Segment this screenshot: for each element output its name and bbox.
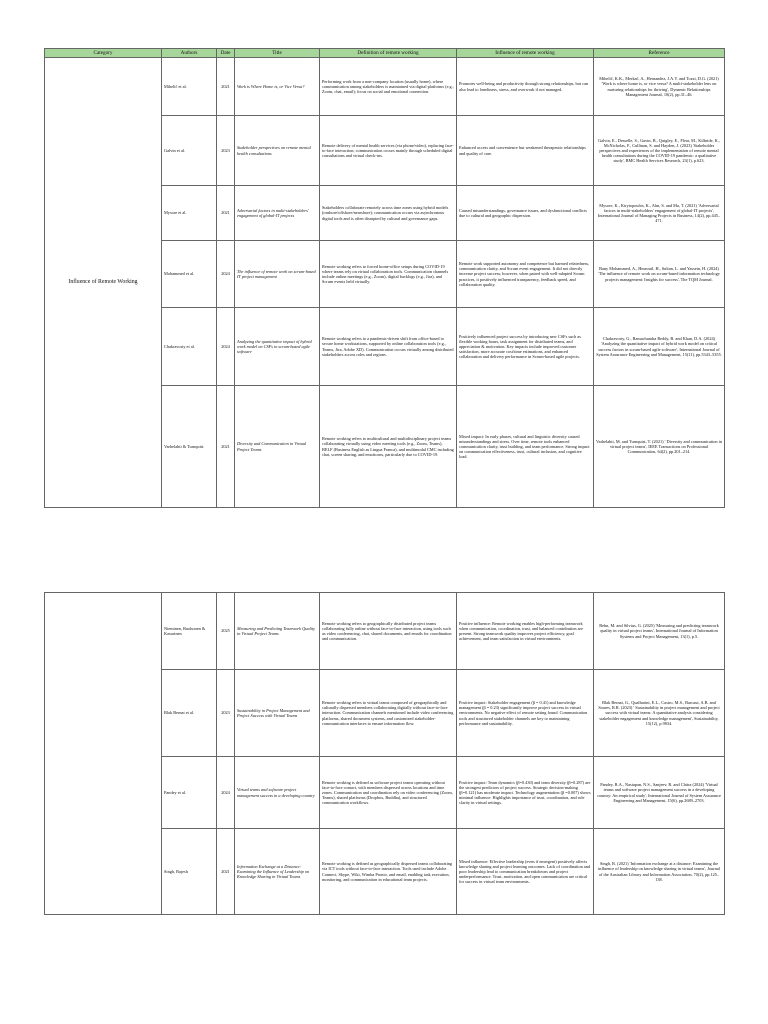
- reference-cell: Mihelič, K.K., Merkač, A., Hernandez, J.A.V. and Tozzi, D.G. (2021) 'Work is where home is, or vice versa? A multi-stakeholder lens on nurturing relationships for thriving', Dynamic Relationships Management Journal, 10(2), pp.31–46.: [594, 58, 725, 116]
- reference-cell: Varhelahti, M. and Turnquist, T. (2021) ' Diversity and communication in virtual project teams', IEEE Transactions on Professional Communication, 64(2), pp.201–214.: [594, 386, 725, 508]
- date-cell: 2024: [217, 241, 235, 308]
- influence-cell: Enhanced access and convenience but weakened therapeutic relationships and quality of care.: [457, 116, 594, 186]
- date-cell: 2025: [217, 593, 235, 670]
- category-cell: Influence of Remote Working: [45, 58, 162, 508]
- title-cell: Work is Where Home is, or Vice Versa?: [235, 58, 320, 116]
- date-cell: 2024: [217, 757, 235, 829]
- definition-cell: Remote working refers to multicultural and multidisciplinary project teams collaborating virtually using video meeting tools (e.g., Zoom, Teams), BELF (Business English as Lingua Franca), and multimodal CMC including chat, screen sharing, and emoticons, particularly due to COVID-19.: [320, 386, 457, 508]
- reference-cell: Blak Bernat, G., Qualharini, E.L., Castro, M.S., Barcaui, A.B. and Soares, R.R. (2023) ' Sustainability in project management and project success with virtual teams: A quantitative analysis considering stakeholder engagement and knowledge management', Sustainability, 15(12), p.9834.: [594, 670, 725, 757]
- table-row: [45, 58, 725, 116]
- title-cell: Measuring and Predicting Teamwork Quality in Virtual Project Teams: [235, 593, 320, 670]
- authors-cell: Mysore et al.: [162, 186, 217, 241]
- influence-cell: Caused misunderstandings, governance issues, and dysfunctional conflicts due to cultural and geographic dispersion.: [457, 186, 594, 241]
- reference-cell: Singh, R. (2021) 'Information exchange at a distance: Examining the influence of leadership on knowledge sharing in virtual teams', Journal of the Australian Library and Information Association, 70(2), pp.125–138.: [594, 829, 725, 915]
- definition-cell: Performing work from a non-company location (usually home), where communication among stakeholders is maintained via digital platforms (e.g., Zoom, chat, email); focus on social and emotional connection.: [320, 58, 457, 116]
- category-cell-continued: [45, 593, 162, 915]
- authors-cell: Mohammed et al.: [162, 241, 217, 308]
- authors-cell: Varhelahti & Turnquist: [162, 386, 217, 508]
- date-cell: 2021: [217, 186, 235, 241]
- date-cell: 2021: [217, 829, 235, 915]
- authors-cell: Mihelič et al.: [162, 58, 217, 116]
- date-cell: 2021: [217, 58, 235, 116]
- definition-cell: Remote working refers to a pandemic-driven shift from office-based to secure home workstations, supported by online collaboration tools (e.g., Teams, Jira, Adobe XD). Communication occurs virtually among distributed stakeholders across roles and regions.: [320, 308, 457, 386]
- authors-cell: Galvin et al.: [162, 116, 217, 186]
- influence-cell: Positively influenced project success by introducing new CSFs such as flexible working hours, task assignment for distributed teams, and appreciation & motivation. Key impacts include improved customer satisfaction, more accurate cost/time estimations, and enhanced collaboration and delivery performance in Scrum-based agile projects.: [457, 308, 594, 386]
- authors-cell: Chakravorty et al.: [162, 308, 217, 386]
- date-cell: 2023: [217, 116, 235, 186]
- influence-cell: Positive impact: Stakeholder engagement (β = 0.41) and knowledge management (β = 0.23) significantly improve project success in virtual environments. No negative effect of remote setting found. Communication tools and structured stakeholder channels are key to maintaining performance and sustainability.: [457, 670, 594, 757]
- authors-cell: Singh, Rajesh: [162, 829, 217, 915]
- header-category: Category: [45, 49, 162, 58]
- header-influence: Influence of remote working: [457, 49, 594, 58]
- title-cell: Sustainability in Project Management and Project Success with Virtual Teams: [235, 670, 320, 757]
- header-definition: Definition of remote working: [320, 49, 457, 58]
- definition-cell: Remote working refers to virtual teams composed of geographically and culturally dispersed members collaborating digitally without face-to-face interaction. Communication channels mentioned include video conferencing platforms, shared document systems, and customized stakeholder-communication interfaces to ensure information flow.: [320, 670, 457, 757]
- header-reference: Reference: [594, 49, 725, 58]
- definition-cell: Remote working refers to forced home-office setups during COVID-19 where teams rely on virtual collaboration tools. Communication channels include online meetings (e.g., Zoom), digital backlogs (e.g., Jira), and Scrum events held virtually.: [320, 241, 457, 308]
- title-cell: Stakeholder perspectives on remote mental health consultations: [235, 116, 320, 186]
- date-cell: 2021: [217, 386, 235, 508]
- header-title: Title: [235, 49, 320, 58]
- definition-cell: Stakeholders collaborate remotely across time zones using hybrid models (onshore/offshore/nearshore); communication occurs via asynchronous digital tools and is often disrupted by cultural and governance gaps.: [320, 186, 457, 241]
- date-cell: 2023: [217, 670, 235, 757]
- reference-cell: Mysore, K., Kirytopoulos, K., Ahn, S. and Ma, T. (2021) 'Adversarial factors in multi-stakeholders' engagement of global-IT projects', International Journal of Managing Projects in Business, 14(2), pp.445–471.: [594, 186, 725, 241]
- authors-cell: Pandey et al.: [162, 757, 217, 829]
- definition-cell: Remote working is defined as geographically dispersed teams collaborating via ICT tools without face-to-face interaction. Tools used include Adobe Connect, Skype, Wiki, Wimba Pronto, and email, enabling task execution, monitoring, and communication in educational team projects.: [320, 829, 457, 915]
- table-row: [45, 593, 725, 670]
- title-cell: Virtual teams and software project management success in a developing country: [235, 757, 320, 829]
- reference-cell: Behn, M. and Silvius, G. (2025) 'Measuring and predicting teamwork quality in virtual project teams', International Journal of Information Systems and Project Management, 13(1), p.5.: [594, 593, 725, 670]
- title-cell: Information Exchange at a Distance: Examining the Influence of Leadership on Knowledge Sharing in Virtual Teams: [235, 829, 320, 915]
- influence-cell: Mixed influence: Effective leadership (even if emergent) positively affects knowledge sharing and project learning outcomes. Lack of coordination and poor leadership lead to communication breakdowns and project underperformance. Trust, motivation, and open communication are critical for success in virtual team environments.: [457, 829, 594, 915]
- literature-table-page-2: [44, 592, 725, 915]
- header-authors: Authors: [162, 49, 217, 58]
- literature-table-page-1: [44, 48, 725, 508]
- definition-cell: Remote working refers to geographically distributed project teams collaborating fully online without face-to-face interaction, using tools such as video conferencing, chat, shared documents, and emails for coordination and communication.: [320, 593, 457, 670]
- definition-cell: Remote delivery of mental health services (via phone/video), replacing face-to-face interaction; communication occurs mainly through scheduled digital consultations and virtual check-ins.: [320, 116, 457, 186]
- reference-cell: Bany Mohammed, A., Hmeouil, H., Sultan, L. and Yassein, H. (2024) 'The influence of remote work on scrum-based information technology projects management: Insights for success', The TQM Journal.: [594, 241, 725, 308]
- title-cell: Analyzing the quantitative impact of hybrid work model on CSFs in scrum-based agile software: [235, 308, 320, 386]
- header-date: Date: [217, 49, 235, 58]
- reference-cell: Galvin, E., Desselle, S., Gavin, B., Quigley, E., Flear, M., Kilbride, K., McNicholas, F., Cullinan, S. and Hayden, J. (2023) 'Stakeholder perspectives and experiences of the implementation of remote mental health consultations during the COVID-19 pandemic: a qualitative study', BMC Health Services Research, 23(1), p.623.: [594, 116, 725, 186]
- date-cell: 2024: [217, 308, 235, 386]
- influence-cell: Positive influence: Remote working enables high-performing teamwork when communication, coordination, trust, and balanced contribution are present. Strong teamwork quality improves project efficiency, goal achievement, and team satisfaction in virtual environments.: [457, 593, 594, 670]
- reference-cell: Pandey, R.A., Nastapan, N.S., Sanjeev, R. and Chitra (2024) 'Virtual teams and software project management success in a developing country: An empirical study', International Journal of System Assurance Engineering and Management, 15(6), pp.2689–2703.: [594, 757, 725, 829]
- title-cell: Adversarial factors in multi-stakeholders' engagement of global-IT projects: [235, 186, 320, 241]
- influence-cell: Promotes well-being and productivity through strong relationships, but can also lead to loneliness, stress, and overwork if not managed.: [457, 58, 594, 116]
- header-row: [45, 49, 725, 58]
- influence-cell: Remote work supported autonomy and competence but harmed relatedness, communication clarity, and Scrum event engagement. It did not directly increase project success; however, when paired with well-adapted Scrum practices, it positively influenced transparency, feedback speed, and collaboration quality.: [457, 241, 594, 308]
- title-cell: Diversity and Communication in Virtual Project Teams: [235, 386, 320, 508]
- definition-cell: Remote working is defined as software project teams operating without face-to-face contact, with members dispersed across locations and time zones. Communication and coordination rely on video conferencing (Zoom, Teams), shared platforms (Dropbox, Buddha), and structured communication workflows.: [320, 757, 457, 829]
- influence-cell: Positive impact: Team dynamics (β=0.430) and team diversity (β=0.287) are the strongest predictors of project success. Strategic decision-making (β=0.121) has moderate impact. Technology augmentation (β =0.007) shows minimal influence. Highlights importance of trust, coordination, and role clarity in virtual settings.: [457, 757, 594, 829]
- influence-cell: Mixed impact: In early phases, cultural and linguistic diversity caused misunderstandings and stress. Over time, remote tools enhanced communication clarity, trust building, and team performance. Strong impact on communication effectiveness, trust, cultural inclusion, and cognitive load.: [457, 386, 594, 508]
- reference-cell: Chakravorty, G., Ramachandra Reddy, B. and Khan, D.A. (2024) 'Analyzing the quantitative impact of hybrid work model on critical success factors in scrum-based agile software', International Journal of System Assurance Engineering and Management, 15(11), pp.5343–5355.: [594, 308, 725, 386]
- title-cell: The influence of remote work on scrum-based IT project management: [235, 241, 320, 308]
- authors-cell: Blak Bernat et al.: [162, 670, 217, 757]
- authors-cell: Nieminen, Ruohonen & Kasurinen: [162, 593, 217, 670]
